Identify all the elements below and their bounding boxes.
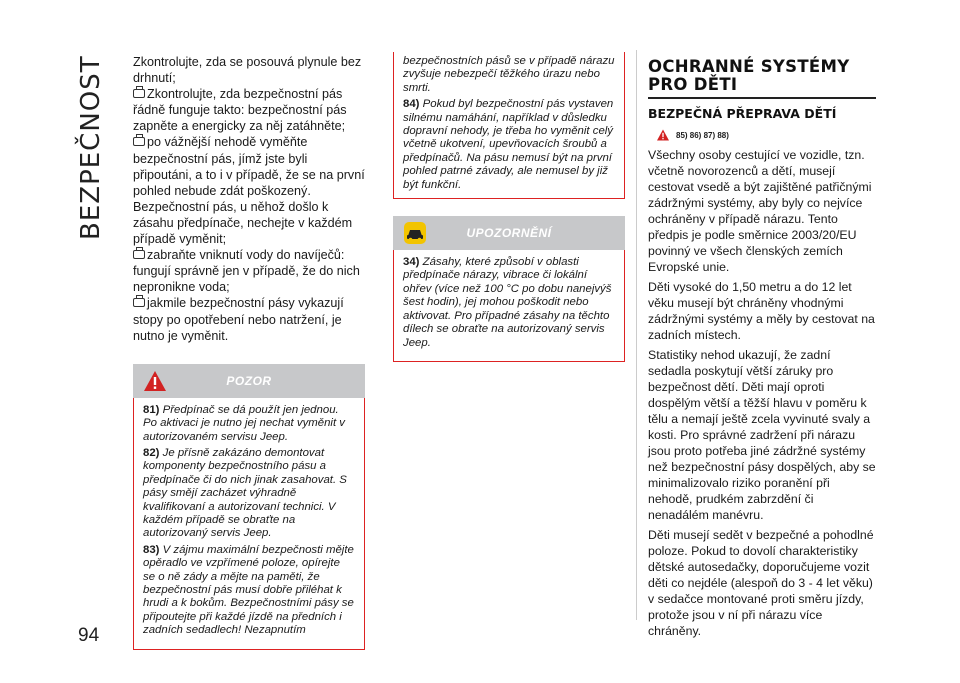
paragraph: Všechny osoby cestující ve vozidle, tzn. včetně novorozenců a dětí, musejí cestovat vsedě a být zajištěné patřičnými zádržnými systémy, aby byly co nejvíce ochráněny v případě nárazu. Tento předpis je podle směrnice 2003/20/EU povinný ve všech členských zemích Evropské unie. [648, 148, 872, 274]
checklist-icon [133, 89, 145, 98]
caution-section [393, 216, 625, 362]
page-number: 94 [78, 625, 100, 646]
warning-references [656, 129, 876, 141]
warning-continued-text: bezpečnostních pásů se v případě nárazu zvyšuje nebezpečí těžkého úrazu nebo smrti. [403, 55, 615, 94]
warning-triangle-icon [143, 370, 167, 397]
car-damage-icon [403, 221, 427, 250]
warning-continued-box [393, 52, 625, 199]
paragraph: Děti musejí sedět v bezpečné a pohodlné poloze. Pokud to dovolí charakteristiky dětské autosedačky, doporučujeme vozit děti co nejdéle (alespoň do 3 - 4 let věku) v sedačce montované proti směru jízdy, protože jsou v ní při nárazu více chráněny. [648, 528, 874, 638]
list-item: zabraňte vniknutí vody do navíječů: fungují správně jen v případě, že do nich nepronikne voda; [133, 248, 360, 295]
caution-item: 34) Zásahy, které způsobí v oblasti předpínače nárazy, vibrace či lokální ohřev (více než 100 °C po dobu nanejvýš šest hodin), jej mohou poškodit nebo aktivovat. Pro případné zásahy na těchto dílech se obraťte na autorizovaný servis Jeep. [403, 256, 612, 349]
warning-header [133, 364, 365, 398]
checklist-icon [133, 250, 145, 259]
warning-box [133, 398, 365, 650]
list-item: jakmile bezpečnostní pásy vykazují stopy po opotřebení nebo natržení, je nutno je vyměnit. [133, 296, 344, 343]
section-side-title: BEZPEČNOST [76, 55, 106, 240]
column-right [648, 58, 876, 639]
caution-header [393, 216, 625, 250]
checklist-icon [133, 298, 145, 307]
paragraph: Statistiky nehod ukazují, že zadní sedadla poskytují větší záruky pro bezpečnost dětí. Děti mají oproti dospělým větší a těžší hlavu v poměru k tělu a nemají ještě zcela vyvinuté svaly a kosti. Pro správné zadržení při nárazu jsou proto potřeba jiné zádržné systémy než bezpečnostní pásy dospělých, aby se minimalizovalo riziko poranění při nehodě, prudkém zabrzdění či nenadálém manévru. [648, 348, 876, 522]
warning-item: 82) Je přísně zakázáno demontovat komponenty bezpečnostního pásu a předpínače či do nich jinak zasahovat. S pásy smějí zacházet výhradně kvalifikovaní a autorizovaní technici. V každém případě se obraťte na autorizovaný servis Jeep. [143, 446, 347, 540]
caution-box [393, 250, 625, 362]
warning-section [133, 364, 365, 650]
intro-text: Zkontrolujte, zda se posouvá plynule bez drhnutí; [133, 55, 362, 86]
warning-title: POZOR [226, 373, 272, 388]
column-left [133, 54, 365, 650]
warning-item: 83) V zájmu maximální bezpečnosti mějte opěradlo ve vzpřímené poloze, opírejte se o ně zády a mějte na paměti, že bezpečnostní pás musí dobře přiléhat k hrudi a k bokům. Bezpečnostními pásy se připoutejte při každé jízdě na předních i zadních sedadlech! Nezapnutím [143, 543, 354, 637]
paragraph: Děti vysoké do 1,50 metru a do 12 let věku musejí být chráněny vhodnými zádržnými systémy a měly by cestovat na zadních místech. [648, 280, 875, 342]
section-heading: OCHRANNÉ SYSTÉMY PRO DĚTI [648, 58, 876, 99]
reference-numbers: 85) 86) 87) 88) [676, 130, 729, 140]
checklist-icon [133, 137, 145, 146]
column-middle [393, 52, 625, 362]
warning-item: 84) Pokud byl bezpečnostní pás vystaven silnému namáhání, například v důsledku dopravní nehody, je třeba ho vyměnit celý včetně ukotvení, upevňovacích šroubů a předpínačů. Na pásu nemusí být na první pohled patrné závady, ale nemusel by již být funkční. [403, 98, 614, 191]
column-divider [636, 50, 637, 620]
caution-title: UPOZORNĚNÍ [466, 226, 552, 241]
warning-triangle-icon [656, 129, 670, 141]
subsection-heading: BEZPEČNÁ PŘEPRAVA DĚTÍ [648, 106, 837, 121]
list-item: po vážnější nehodě vyměňte bezpečnostní pás, jímž jste byli připoutáni, a to i v případě, že se na první pohled nebude zdát poškozený. Bezpečnostní pás, u něhož došlo k zásahu předpínače, nechejte v každém případě vyměnit; [133, 135, 365, 247]
warning-item: 81) Předpínač se dá použít jen jednou. Po aktivaci je nutno jej nechat vyměnit v autorizovaném servisu Jeep. [143, 403, 345, 443]
list-item: Zkontrolujte, zda bezpečnostní pás řádně funguje takto: bezpečnostní pás zapněte a energicky za něj zatáhněte; [133, 87, 347, 134]
